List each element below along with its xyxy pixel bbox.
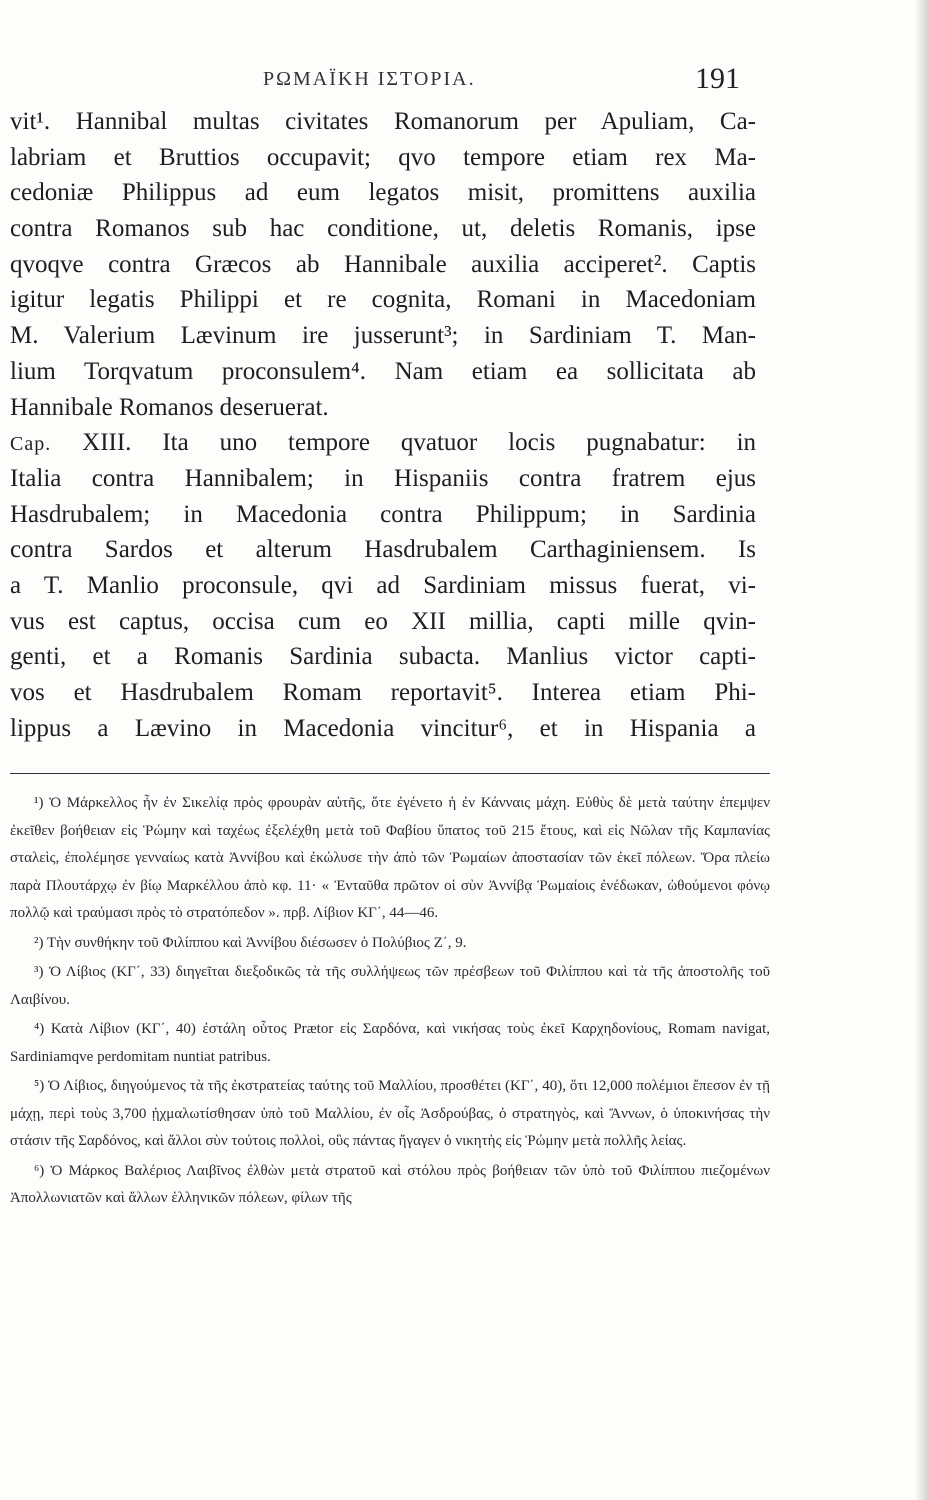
- page-gutter-shadow: [915, 0, 929, 1500]
- footnote-mark: ⁴): [34, 1021, 45, 1037]
- footnote-4: [10, 1016, 770, 1071]
- chapter-number: XIII.: [82, 429, 132, 457]
- footnote-text: Ὁ Λίβιος (ΚΓ΄, 33) διηγεῖται διεξοδικῶς τὰ τῆς συλλήψεως τῶν πρέσβεων τοῦ Φιλίππου καὶ τὰ τῆς ἀποστολῆς τοῦ Λαιβίνου.: [10, 964, 771, 1008]
- text-line: vos et Hasdrubalem Romam reportavit⁵. Interea etiam Phi-: [10, 679, 756, 706]
- footnote-text: Ὁ Λίβιος, διηγούμενος τὰ τῆς ἐκστρατείας ταύτης τοῦ Μαλλίου, προσθέτει (ΚΓ΄, 40), ὅτι 12,000 πολέμιοι ἔπεσον ἐν τῇ μάχῃ, περὶ τοὺς 3,700 ᾐχμαλωτίσθησαν ὑπὸ τοῦ Μαλλίου, ἐν οἷς Ἀσδρούβας, ὁ στρατηγὸς, καὶ Ἄννων, ὁ ὑποκινήσας τὴν στάσιν τῆς Σαρδόνος, καὶ ἄλλοι σὺν τούτοις πολλοὶ, οὓς πάντας ἤγαγεν ὁ νικητὴς εἰς Ῥώμην μετὰ πολλῆς λείας.: [10, 1078, 770, 1149]
- footnote-2: [10, 930, 770, 958]
- text-line: qvoqve contra Græcos ab Hannibale auxilia acciperet². Captis: [10, 250, 756, 278]
- paragraph-end-line: Hannibale Romanos deseruerat.: [10, 393, 329, 421]
- text-line: M. Valerium Lævinum ire jusserunt³; in Sardiniam T. Man-: [10, 322, 756, 350]
- footnote-6: [10, 1158, 770, 1213]
- footnote-text: Κατὰ Λίβιον (ΚΓ΄, 40) ἐστάλη οὗτος Prætor εἰς Σαρδόνα, καὶ νικήσας τοὺς ἐκεῖ Καρχηδονίους, Romam navigat, Sardiniamqve perdomitam nuntiat patribus.: [10, 1021, 771, 1065]
- chapter-first-line: [10, 425, 756, 461]
- footnote-3: [10, 959, 770, 1014]
- page-number: 191: [695, 62, 740, 95]
- text-line: lippus a Lævino in Macedonia vincitur⁶, et in Hispania a: [10, 714, 756, 742]
- footnote-mark: ¹): [34, 795, 44, 811]
- text-line: a T. Manlio proconsule, qvi ad Sardiniam missus fuerat, vi-: [10, 571, 756, 599]
- page-header: [0, 62, 929, 98]
- footnote-text: Ὁ Μάρκελλος ἦν ἐν Σικελίᾳ πρὸς φρουρὰν αὐτῆς, ὅτε ἐγένετο ἡ ἐν Κάνναις μάχη. Εὐθὺς δὲ μετὰ ταύτην ἐπεμψεν ἐκεῖθεν βοήθειαν εἰς Ῥώμην καὶ ταχέως ἐξελέχθη μετὰ τοῦ Φαβίου ὕπατος τοῦ 215 ἔτους, καὶ εἰς Νῶλαν τῆς Καμπανίας σταλεὶς, ἐπολέμησε γενναίως κατὰ Ἀννίβου καὶ ἐκώλυσε τὴν ἀπὸ τῶν Ῥωμαίων ἀποστασίαν τῶν ἐκεῖ πόλεων. Ὅρα πλείω παρὰ Πλουτάρχῳ ἐν βίῳ Μαρκέλλου ἀπὸ κφ. 11· « Ἐνταῦθα πρῶτον οἱ σὺν Ἀννίβᾳ Ῥωμαίοις ἐνέδωκαν, ὠθούμενοι φόνῳ πολλῷ καὶ τραύμασι πρὸς τὸ στρατόπεδον ». πρβ. Λίβιον ΚΓ΄, 44—46.: [10, 795, 771, 921]
- text-line: vit¹. Hannibal multas civitates Romanorum per Apuliam, Ca-: [10, 108, 756, 135]
- footnote-5: [10, 1073, 770, 1156]
- chapter-label: Cap.: [10, 433, 52, 456]
- footnotes: [10, 790, 770, 1215]
- text-line: vus est captus, occisa cum eo XII millia, capti mille qvin-: [10, 607, 756, 635]
- footnote-divider: [10, 773, 770, 774]
- text-line: Hasdrubalem; in Macedonia contra Philippum; in Sardinia: [10, 500, 756, 528]
- text-line: igitur legatis Philippi et re cognita, Romani in Macedoniam: [10, 286, 756, 314]
- footnote-1: [10, 790, 770, 928]
- text-line: contra Sardos et alterum Hasdrubalem Carthaginiensem. Is: [10, 536, 756, 564]
- footnote-mark: ²): [34, 934, 44, 951]
- text-line: labriam et Bruttios occupavit; qvo tempore etiam rex Ma-: [10, 143, 756, 171]
- main-text: [10, 104, 756, 746]
- footnote-text: Τὴν συνθήκην τοῦ Φιλίππου καὶ Ἀννίβου διέσωσεν ὁ Πολύβιος Ζ΄, 9.: [46, 934, 467, 951]
- footnote-text: Ὁ Μάρκος Βαλέριος Λαιβῖνος ἐλθὼν μετὰ στρατοῦ καὶ στόλου πρὸς βοήθειαν τῶν ὑπὸ τοῦ Φιλίππου πιεζομένων Ἀπολλωνιατῶν καὶ ἄλλων ἑλληνικῶν πόλεων, φίλων τῆς: [10, 1162, 770, 1206]
- footnote-mark: ³): [34, 964, 44, 980]
- text-line: lium Torqvatum proconsulem⁴. Nam etiam ea sollicitata ab: [10, 357, 756, 385]
- text-line: genti, et a Romanis Sardinia subacta. Manlius victor capti-: [10, 643, 756, 671]
- text-line: Italia contra Hannibalem; in Hispaniis contra fratrem ejus: [10, 464, 756, 492]
- text-line: contra Romanos sub hac conditione, ut, deletis Romanis, ipse: [10, 215, 756, 243]
- chapter-first-line-text: Ita uno tempore qvatuor locis pugnabatur: in: [162, 429, 757, 457]
- running-title: ΡΩΜΑΪΚΗ ΙΣΤΟΡΙΑ.: [263, 68, 476, 90]
- footnote-mark: ⁵): [34, 1078, 45, 1094]
- footnote-mark: ⁶): [34, 1162, 45, 1179]
- text-line: cedoniæ Philippus ad eum legatos misit, promittens auxilia: [10, 179, 756, 207]
